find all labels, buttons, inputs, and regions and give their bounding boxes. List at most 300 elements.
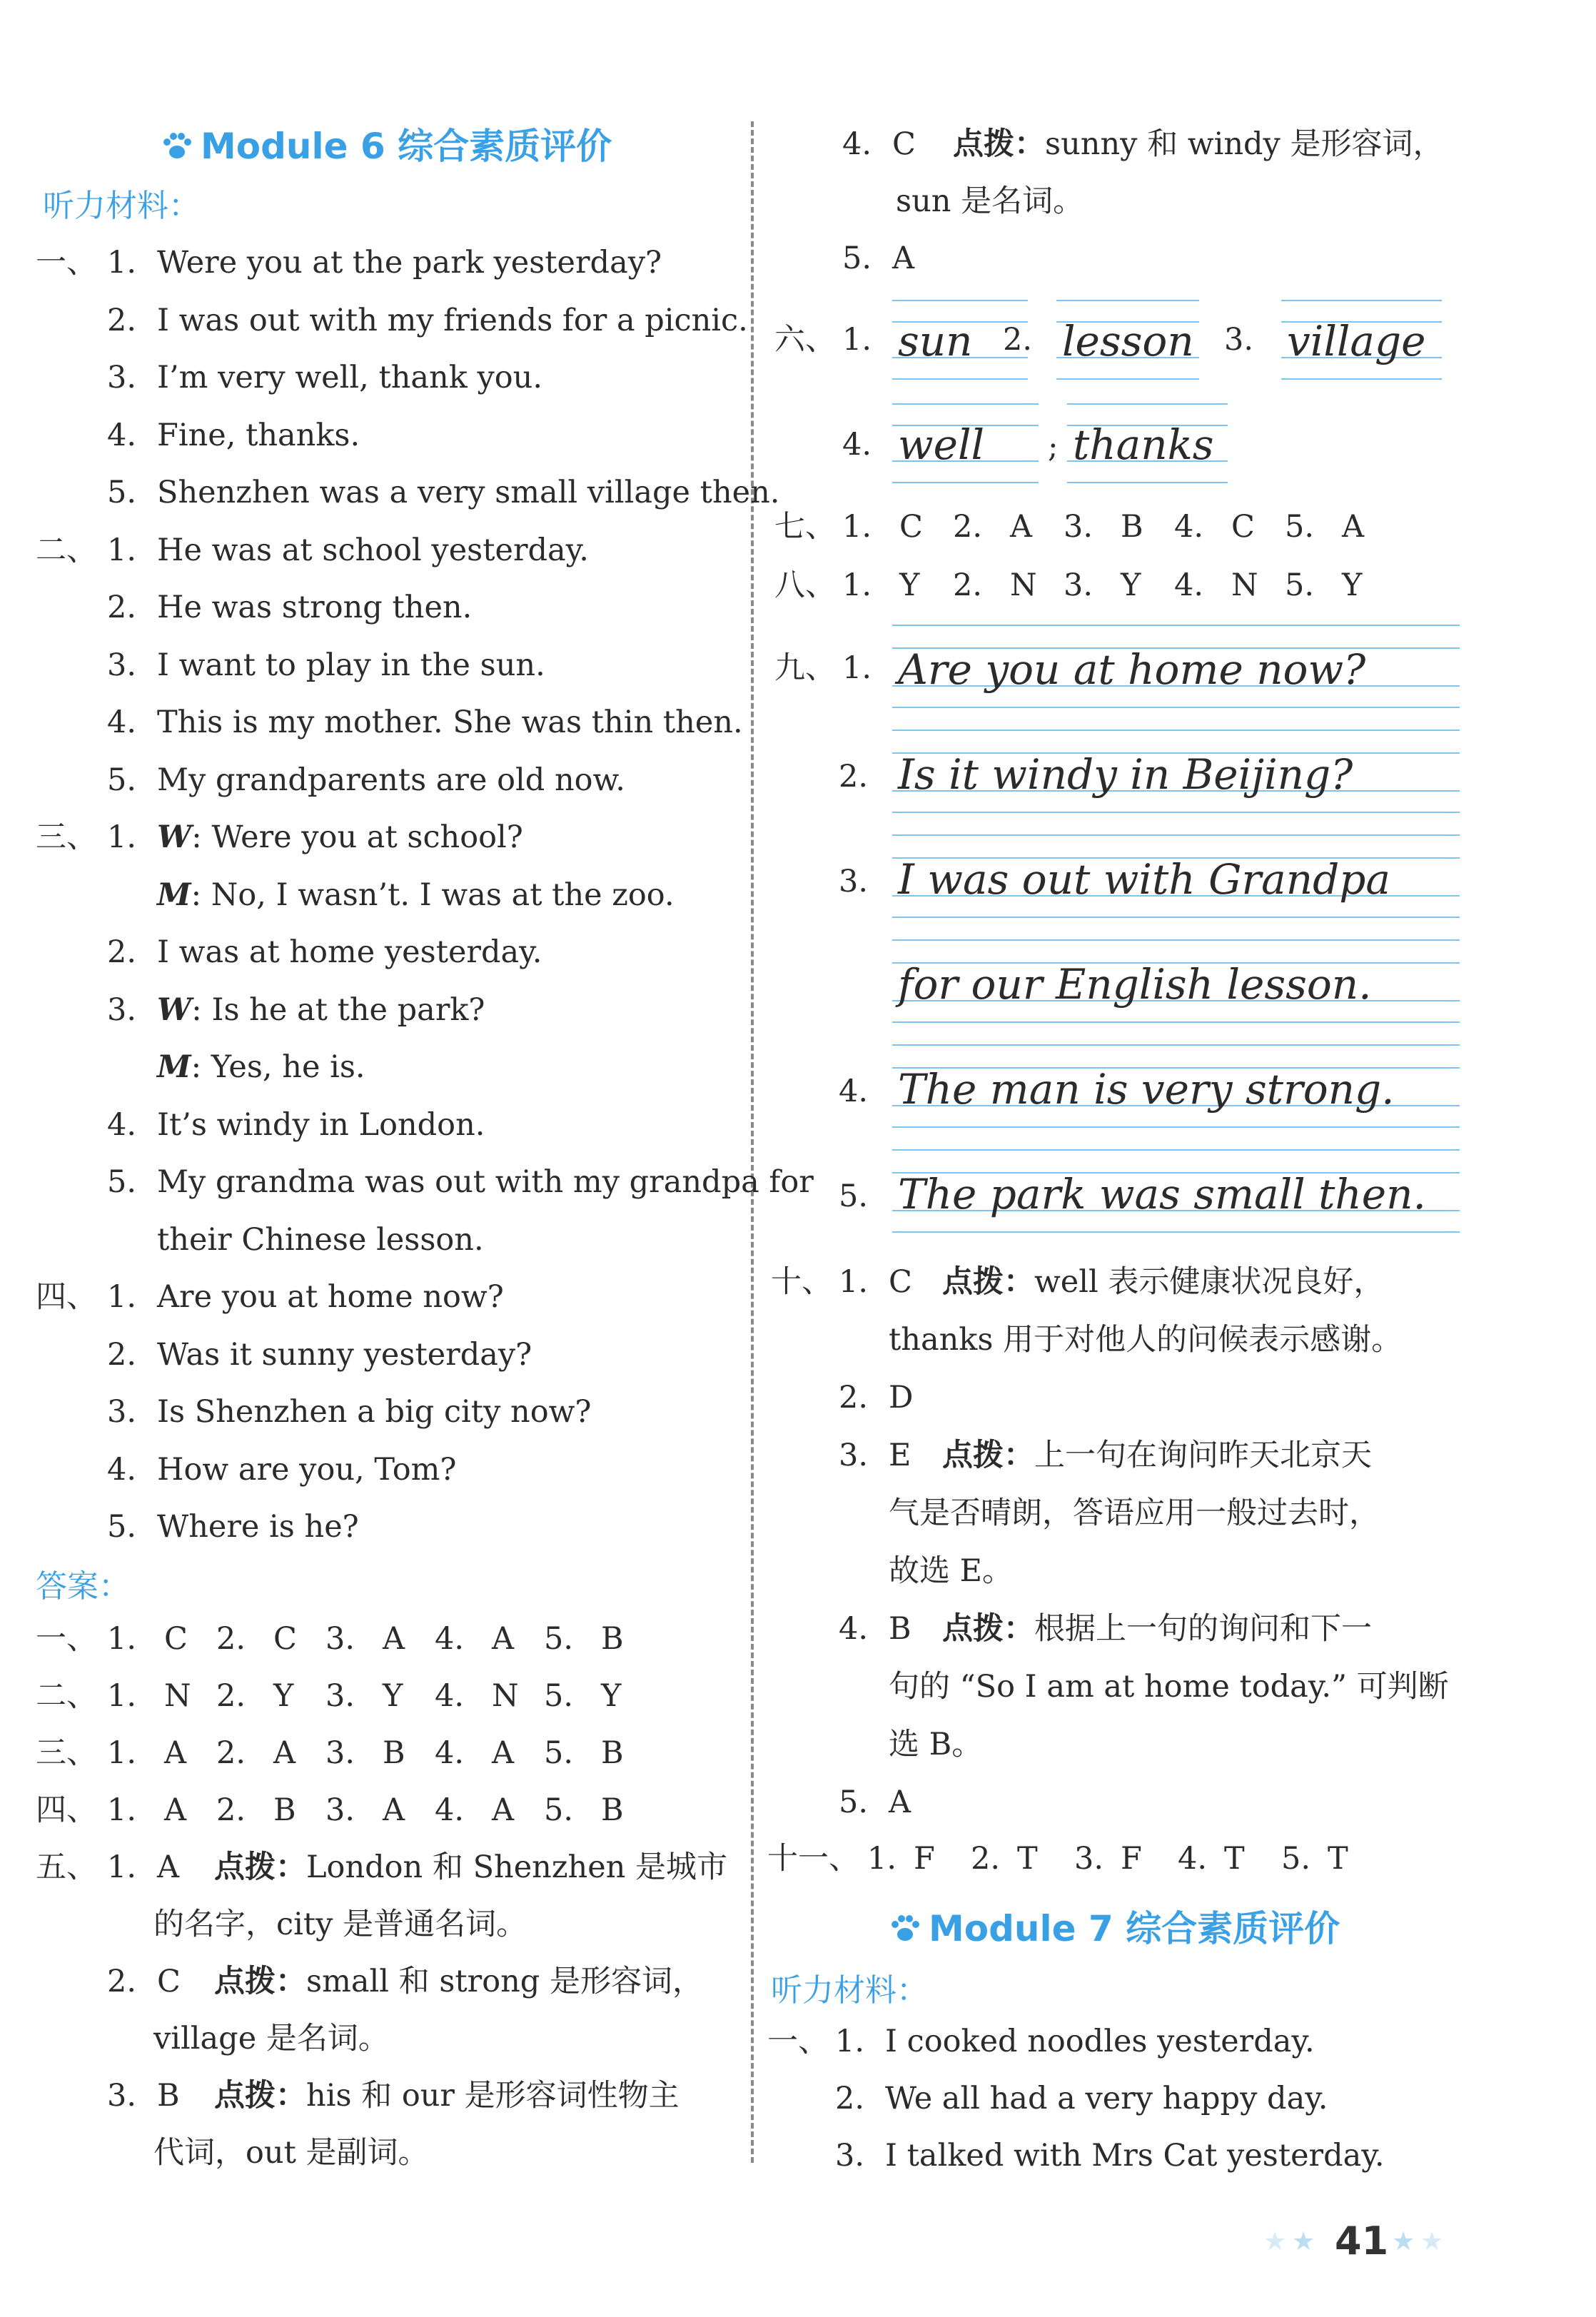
item-number: 2. [1003,322,1033,358]
item-number: 5. [1285,509,1315,545]
answer-letter: A [889,1785,911,1820]
explanation-line [889,1551,1013,1591]
explanation-line [839,1782,942,1822]
handwritten-sentence: I was out with Grandpa [898,855,1390,904]
answer-row [36,1733,653,1773]
answer-row [36,1676,653,1716]
item-number: 4. [839,1611,869,1647]
explanation-line [771,1262,1384,1302]
ruled-line [892,707,1460,708]
listening-text: Fine, thanks. [157,417,360,453]
listening-text: Was it sunny yesterday? [157,1336,532,1373]
answer-letter: Y [601,1678,622,1714]
separator: ; [1048,429,1059,465]
explanation-line [889,1320,1402,1360]
handwritten-word: thanks [1073,420,1214,469]
answer-row [767,1839,1385,1879]
item-number: 2. [107,1964,137,1999]
listening-line [36,932,542,972]
item-number: 5. [1285,567,1315,603]
explanation-text: 代词，out 是副词。 [153,2135,429,2171]
listening-line [767,2079,1328,2119]
answer-letter: D [889,1380,914,1415]
explanation-line [36,1847,727,1887]
explanation-line [839,1378,942,1418]
listening-text: I talked with Mrs Cat yesterday. [885,2138,1385,2174]
listening-line [36,1220,484,1260]
section-number: 八、 [774,567,836,603]
explanation-text: his 和 our 是形容词性物主 [306,2078,680,2114]
answer-letter: T [1328,1841,1348,1877]
explanation-line [896,181,1084,221]
module7-title [889,1900,1340,1952]
section-number: 三、 [36,819,97,855]
section-number: 四、 [36,1279,97,1315]
answer-letter: Y [1121,567,1141,603]
item-number: 4. [435,1621,465,1657]
item-number: 4. [435,1792,465,1828]
listening-line [36,1507,359,1547]
tip-label: 点拨： [214,2078,306,2114]
item-number: 5. [107,1509,137,1545]
listening-text: This is my mother. She was thin then. [157,705,743,740]
star-icon: ★ [1392,2227,1415,2256]
answer-letter: N [1010,567,1037,603]
listening-line [36,760,625,800]
listening-line [767,2136,1385,2176]
listening-line [767,2021,1315,2061]
tip-label: 点拨： [214,1964,306,1999]
item-number: 1. [107,1792,137,1828]
ruled-line [1067,482,1228,483]
handwriting-sentence-box [892,730,1460,812]
listening-text: I cooked noodles yesterday. [885,2024,1315,2059]
item-number: 4. [435,1735,465,1771]
answer-row [774,507,1395,547]
handwritten-word: village [1287,317,1426,365]
item-number: 3. [107,360,137,395]
module6-answers-label: 答案： [36,1568,130,1605]
paw-icon [161,131,193,161]
listening-line [36,301,748,340]
section-number: 五、 [36,1849,97,1885]
explanation-text: 气是否晴朗，答语应用一般过去时， [889,1495,1380,1531]
item-number: 1. [842,322,872,358]
section9-label: 九、 [774,650,836,686]
module7-listening-label: 听力材料： [771,1972,928,2009]
handwriting-box [892,403,1039,482]
answer-letter: A [492,1792,515,1828]
module6-title [161,118,612,169]
ruled-line [892,917,1460,918]
handwritten-sentence: Is it windy in Beijing? [898,750,1353,799]
listening-line [36,1277,504,1317]
handwriting-sentence-box [892,1044,1460,1126]
answer-letter: Y [1342,567,1363,603]
item-number: 5. [107,1164,137,1200]
answer-letter: N [164,1678,191,1714]
listening-line [36,1105,485,1145]
item-number: 1. [107,1678,137,1714]
answer-letter: C [273,1621,297,1657]
answer-row [774,565,1395,605]
answer-letter: C [899,509,923,545]
item-number: 1. [107,1849,137,1885]
ruled-line [1281,300,1442,301]
answer-letter: Y [383,1678,403,1714]
tip-label: 点拨： [214,1849,306,1885]
ruled-line [892,378,1028,380]
tip-label: 点拨： [942,1264,1034,1300]
module7-title-text: Module 7 综合素质评价 [929,1908,1340,1949]
listening-text: : Were you at school? [191,819,523,855]
item-number: 3. [1074,1841,1104,1877]
explanation-text: 选 B。 [889,1727,983,1762]
answer-letter: A [492,1621,515,1657]
item-number: 1. [107,819,137,855]
ruled-line [892,300,1028,301]
listening-text: : Yes, he is. [191,1049,365,1085]
item-number: 3. [325,1735,355,1771]
item-number: 5. [1281,1841,1311,1877]
listening-text: He was strong then. [157,590,473,625]
item-number: 2. [216,1621,246,1657]
item-number: 2. [839,759,869,794]
item-number: 2. [107,1336,137,1373]
item-number: 1. [107,532,137,568]
explanation-line [889,1667,1449,1707]
section-number: 七、 [774,509,836,545]
handwritten-sentence: The park was small then. [898,1170,1426,1218]
ruled-line [892,1044,1460,1046]
item-number: 1. [842,509,872,545]
item-number: 3. [107,1394,137,1430]
item-number: 1. [107,245,137,281]
item-number: 5. [544,1735,574,1771]
item-number: 4. [107,1451,137,1488]
handwritten-word: sun [898,317,973,365]
item-number: 2. [953,509,983,545]
item-number: 5. [839,1785,869,1820]
item-number: 2. [839,1380,869,1415]
answer-letter: B [157,2078,180,2114]
item-number: 3. [325,1792,355,1828]
answer-letter: A [164,1792,187,1828]
item-number: 3. [1224,322,1254,358]
listening-text: their Chinese lesson. [157,1221,484,1258]
item-number: 4. [1174,567,1204,603]
item-number: 4. [107,705,137,740]
handwritten-word: lesson [1062,317,1194,365]
tip-label: 点拨： [953,126,1045,162]
item-number: 2. [107,934,137,970]
explanation-text: sun 是名词。 [896,183,1084,219]
listening-line [36,1047,365,1087]
listening-line [36,702,743,742]
item-number: 5. [544,1678,574,1714]
answer-letter: F [1121,1841,1142,1877]
handwriting-box [1067,403,1228,482]
explanation-text: small 和 strong 是形容词， [306,1964,703,1999]
explanation-text: 根据上一句的询问和下一 [1034,1611,1372,1647]
column-divider [751,121,754,2163]
item-number: 5. [544,1792,574,1828]
listening-text: I’m very well, thank you. [157,360,543,395]
item-number: 3. [107,2078,137,2114]
listening-line [36,1162,814,1202]
ruled-line [892,1126,1460,1128]
listening-line [36,1335,532,1375]
item-number: 2. [107,302,137,338]
explanation-text: sunny 和 windy 是形容词， [1045,126,1444,162]
item-number: 1. [842,567,872,603]
star-icon: ★ [1263,2227,1287,2256]
module6-title-text: Module 6 综合素质评价 [201,126,612,167]
handwritten-word: well [898,420,985,469]
item-number: 1. [839,1264,869,1300]
item-number: 2. [107,590,137,625]
explanation-text: 的名字，city 是普通名词。 [153,1907,527,1942]
item-number: 3. [325,1621,355,1657]
section-number: 一、 [36,1621,97,1657]
section-number: 一、 [36,245,97,281]
listening-text: Where is he? [157,1509,359,1545]
section6-label [774,320,836,360]
explanation-text: 上一句在询问昨天北京天 [1034,1438,1372,1473]
ruled-line [892,482,1039,483]
listening-text: How are you, Tom? [157,1451,457,1488]
item-number: 3. [1064,567,1094,603]
item-number: 4. [839,1074,869,1109]
listening-text: I want to play in the sun. [157,647,545,683]
handwriting-sentence-box [892,939,1460,1021]
item-number: 5. [107,475,137,510]
section-number: 二、 [36,1678,97,1714]
speaker-label: M [157,1049,191,1085]
explanation-line [153,2133,429,2173]
speaker-label: W [157,991,192,1028]
ruled-line [1067,403,1228,405]
tip-label: 点拨： [942,1611,1034,1647]
explanation-text: London 和 Shenzhen 是城市 [306,1849,728,1885]
ruled-line [892,812,1460,813]
explanation-line [839,1609,1372,1649]
answer-letter: C [157,1964,181,1999]
item-number: 1. [867,1841,897,1877]
handwriting-box [1281,300,1442,378]
ruled-line [1056,300,1199,301]
item-number: 3. [839,1438,869,1473]
section-number: 十、 [771,1264,832,1300]
explanation-line [842,124,1444,164]
answer-letter: B [889,1611,911,1647]
listening-line [36,415,360,455]
ruled-line [892,1149,1460,1151]
item-number: 2. [971,1841,1001,1877]
item-number: 4. [1178,1841,1208,1877]
answer-letter: A [164,1735,187,1771]
listening-text: I was at home yesterday. [157,934,542,970]
listening-line [36,1392,591,1432]
item-number: 2. [216,1735,246,1771]
answer-letter: Y [899,567,920,603]
explanation-line [36,2076,680,2116]
handwriting-sentence-box [892,625,1460,707]
answer-letter: C [1231,509,1255,545]
answer-letter: A [492,1735,515,1771]
item-number: 1. [835,2024,865,2059]
handwritten-sentence: for our English lesson. [898,960,1372,1009]
answer-letter: B [273,1792,296,1828]
answer-letter: A [383,1621,405,1657]
handwriting-box [1056,300,1199,378]
explanation-text: thanks 用于对他人的问候表示感谢。 [889,1322,1403,1358]
ruled-line [892,1231,1460,1233]
listening-text: I was out with my friends for a picnic. [157,302,748,338]
item-number: 2. [216,1792,246,1828]
star-icon: ★ [1292,2227,1315,2256]
listening-text: Shenzhen was a very small village then. [157,475,780,510]
ruled-line [892,834,1460,836]
listening-line [36,243,662,283]
answer-letter: C [889,1264,912,1300]
speaker-label: W [157,819,192,855]
explanation-text: well 表示健康状况良好， [1034,1264,1385,1300]
listening-line [36,1450,456,1490]
item-number: 4. [1174,509,1204,545]
listening-text: It’s windy in London. [157,1106,485,1143]
item-number: 3. [107,991,137,1028]
handwriting-sentence-box [892,1149,1460,1231]
explanation-line [889,1725,982,1765]
explanation-line [153,1904,527,1944]
section-number: 一、 [767,2024,829,2059]
listening-line [36,358,542,398]
item-number: 3. [835,2138,865,2174]
item-number: 5. [107,762,137,798]
item-number: 5. [842,241,872,276]
listening-text: : Is he at the park? [191,991,485,1028]
answer-letter: C [164,1621,188,1657]
answer-letter: A [892,241,915,276]
item-number: 3. [107,647,137,683]
answer-letter: B [1121,509,1143,545]
ruled-line [892,730,1460,731]
ruled-line [1056,378,1199,380]
explanation-line [842,238,953,278]
item-number: 1. [107,1279,137,1315]
handwritten-sentence: Are you at home now? [898,645,1366,694]
answer-letter: B [601,1735,624,1771]
page-number: 41 [1335,2218,1389,2263]
item-number: 4. [842,427,872,463]
explanation-text: 句的 “So I am at home today.” 可判断 [889,1669,1449,1705]
item-number: 2. [216,1678,246,1714]
answer-row [36,1790,653,1830]
answer-row [36,1619,653,1659]
explanation-line [36,1962,703,2001]
answer-letter: B [383,1735,405,1771]
item-number: 2. [835,2081,865,2116]
answer-letter: Y [273,1678,294,1714]
handwriting-sentence-box [892,834,1460,917]
listening-text: He was at school yesterday. [157,532,589,568]
item-number: 1. [107,1621,137,1657]
answer-letter: N [492,1678,519,1714]
listening-text: Is Shenzhen a big city now? [157,1394,592,1430]
section6-number: 六、 [774,322,836,358]
listening-text: My grandparents are old now. [157,762,625,798]
explanation-line [889,1493,1380,1533]
section-number: 十一、 [767,1841,859,1877]
item-number: 3. [1064,509,1094,545]
explanation-line [153,2019,389,2059]
item-number: 3. [325,1678,355,1714]
answer-letter: N [1231,567,1258,603]
item-number: 3. [839,864,869,899]
listening-line [36,817,523,857]
item-number: 4. [435,1678,465,1714]
ruled-line [1281,378,1442,380]
answer-letter: A [1342,509,1365,545]
section-number: 四、 [36,1792,97,1828]
answer-letter: A [273,1735,296,1771]
listening-line [36,530,589,570]
item-number: 4. [842,126,872,162]
listening-text: My grandma was out with my grandpa for [157,1164,814,1200]
explanation-text: 故选 E。 [889,1553,1014,1589]
ruled-line [892,1021,1460,1023]
ruled-line [892,403,1039,405]
paw-icon [889,1914,921,1944]
answer-letter: A [383,1792,405,1828]
item-number: 5. [544,1621,574,1657]
answer-letter: F [914,1841,935,1877]
answer-letter: E [889,1438,911,1473]
explanation-text: village 是名词。 [153,2021,389,2056]
explanation-line [839,1435,1372,1475]
section-number: 二、 [36,532,97,568]
listening-line [36,645,545,685]
answer-letter: B [601,1621,624,1657]
listening-text: : No, I wasn’t. I was at the zoo. [191,877,675,913]
listening-text: Are you at home now? [157,1279,504,1315]
listening-line [36,875,675,915]
listening-line [36,587,472,627]
item-number: 4. [107,1106,137,1143]
section-number: 三、 [36,1735,97,1771]
ruled-line [892,625,1460,626]
answer-letter: C [892,126,916,162]
item-number: 1. [107,1735,137,1771]
listening-line [36,990,485,1030]
answer-letter: A [1010,509,1033,545]
answer-letter: B [601,1792,624,1828]
answer-letter: T [1017,1841,1038,1877]
tip-label: 点拨： [942,1438,1034,1473]
item-number: 1. [842,650,872,686]
handwritten-sentence: The man is very strong. [898,1065,1395,1114]
answer-letter: A [157,1849,180,1885]
item-number: 4. [107,417,137,453]
answer-letter: T [1224,1841,1245,1877]
listening-text: We all had a very happy day. [885,2081,1328,2116]
speaker-label: M [157,877,191,913]
listening-line [36,473,779,513]
module6-listening-label: 听力材料： [43,188,200,224]
listening-text: Were you at the park yesterday? [157,245,662,281]
item-number: 2. [953,567,983,603]
